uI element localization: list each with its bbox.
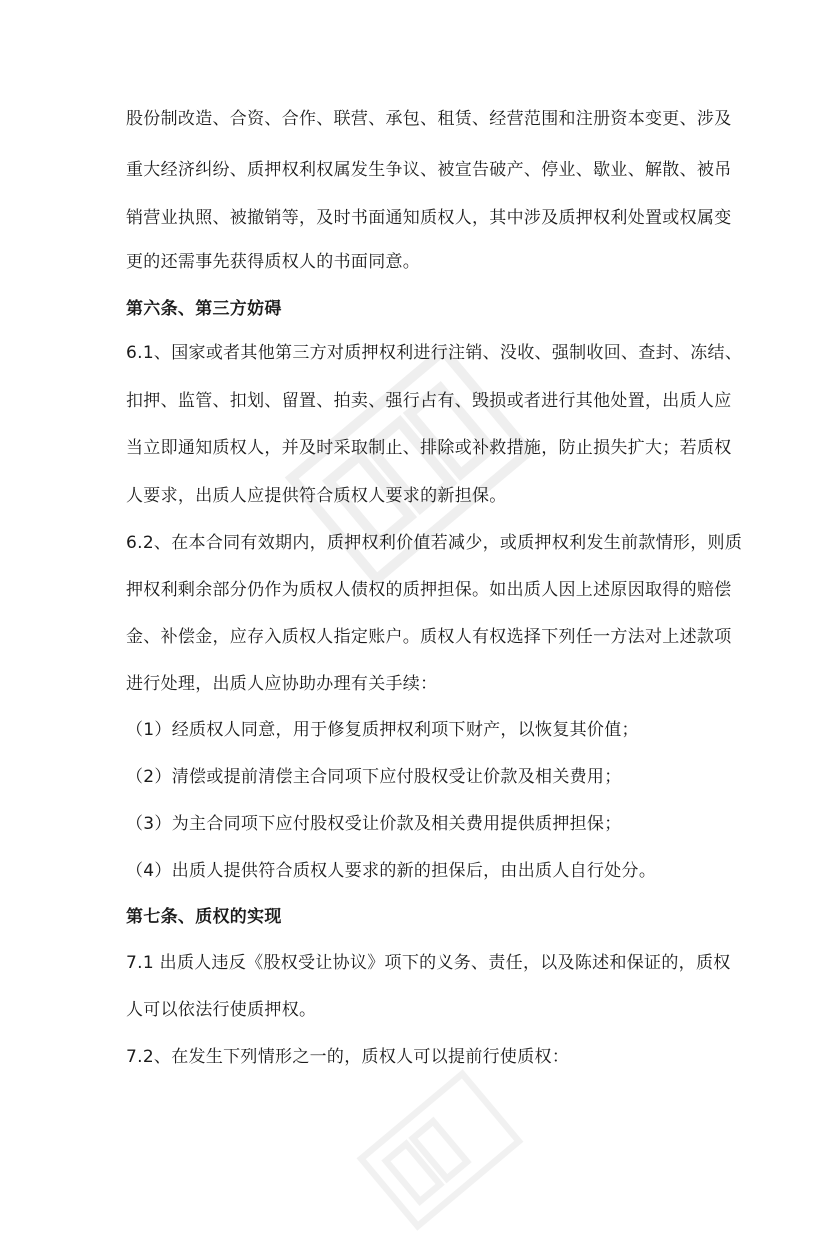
paragraph-line: 人要求，出质人应提供符合质权人要求的新担保。 [126,486,507,506]
watermark-icon [330,1040,550,1260]
paragraph-line: 扣押、监管、扣划、留置、拍卖、强行占有、毁损或者进行其他处置，出质人应 [126,391,732,411]
paragraph-line: 押权利剩余部分仍作为质权人债权的质押担保。如出质人因上述原因取得的赔偿 [126,580,732,600]
paragraph-line: 7.2、在发生下列情形之一的，质权人可以提前行使质权： [126,1047,570,1067]
paragraph-line: 6.2、在本合同有效期内，质押权利价值若减少，或质押权利发生前款情形，则质 [126,533,743,553]
paragraph-line: 当立即通知质权人，并及时采取制止、排除或补救措施，防止损失扩大；若质权 [126,438,732,458]
section-heading: 第七条、质权的实现 [126,907,282,927]
paragraph-line: 金、补偿金，应存入质权人指定账户。质权人有权选择下列任一方法对上述款项 [126,627,732,647]
paragraph-line: 6.1、国家或者其他第三方对质押权利进行注销、没收、强制收回、查封、冻结、 [126,343,743,363]
paragraph-line: 股份制改造、合资、合作、联营、承包、租赁、经营范围和注册资本变更、涉及 [126,109,732,129]
paragraph-line: 进行处理，出质人应协助办理有关手续： [126,674,438,694]
list-item: （2）清偿或提前清偿主合同项下应付股权受让价款及相关费用； [126,767,622,787]
list-item: （1）经质权人同意，用于修复质押权利项下财产，以恢复其价值； [126,720,639,740]
paragraph-line: 更的还需事先获得质权人的书面同意。 [126,252,421,272]
paragraph-line: 重大经济纠纷、质押权利权属发生争议、被宣告破产、停业、歇业、解散、被吊 [126,160,732,180]
paragraph-line: 人可以依法行使质押权。 [126,1000,317,1020]
section-heading: 第六条、第三方妨碍 [126,299,282,319]
paragraph-line: 销营业执照、被撤销等，及时书面通知质权人，其中涉及质押权利处置或权属变 [126,208,732,228]
list-item: （3）为主合同项下应付股权受让价款及相关费用提供质押担保； [126,814,622,834]
list-item: （4）出质人提供符合质权人要求的新的担保后，由出质人自行处分。 [126,861,657,881]
paragraph-line: 7.1 出质人违反《股权受让协议》项下的义务、责任，以及陈述和保证的，质权 [126,953,731,973]
